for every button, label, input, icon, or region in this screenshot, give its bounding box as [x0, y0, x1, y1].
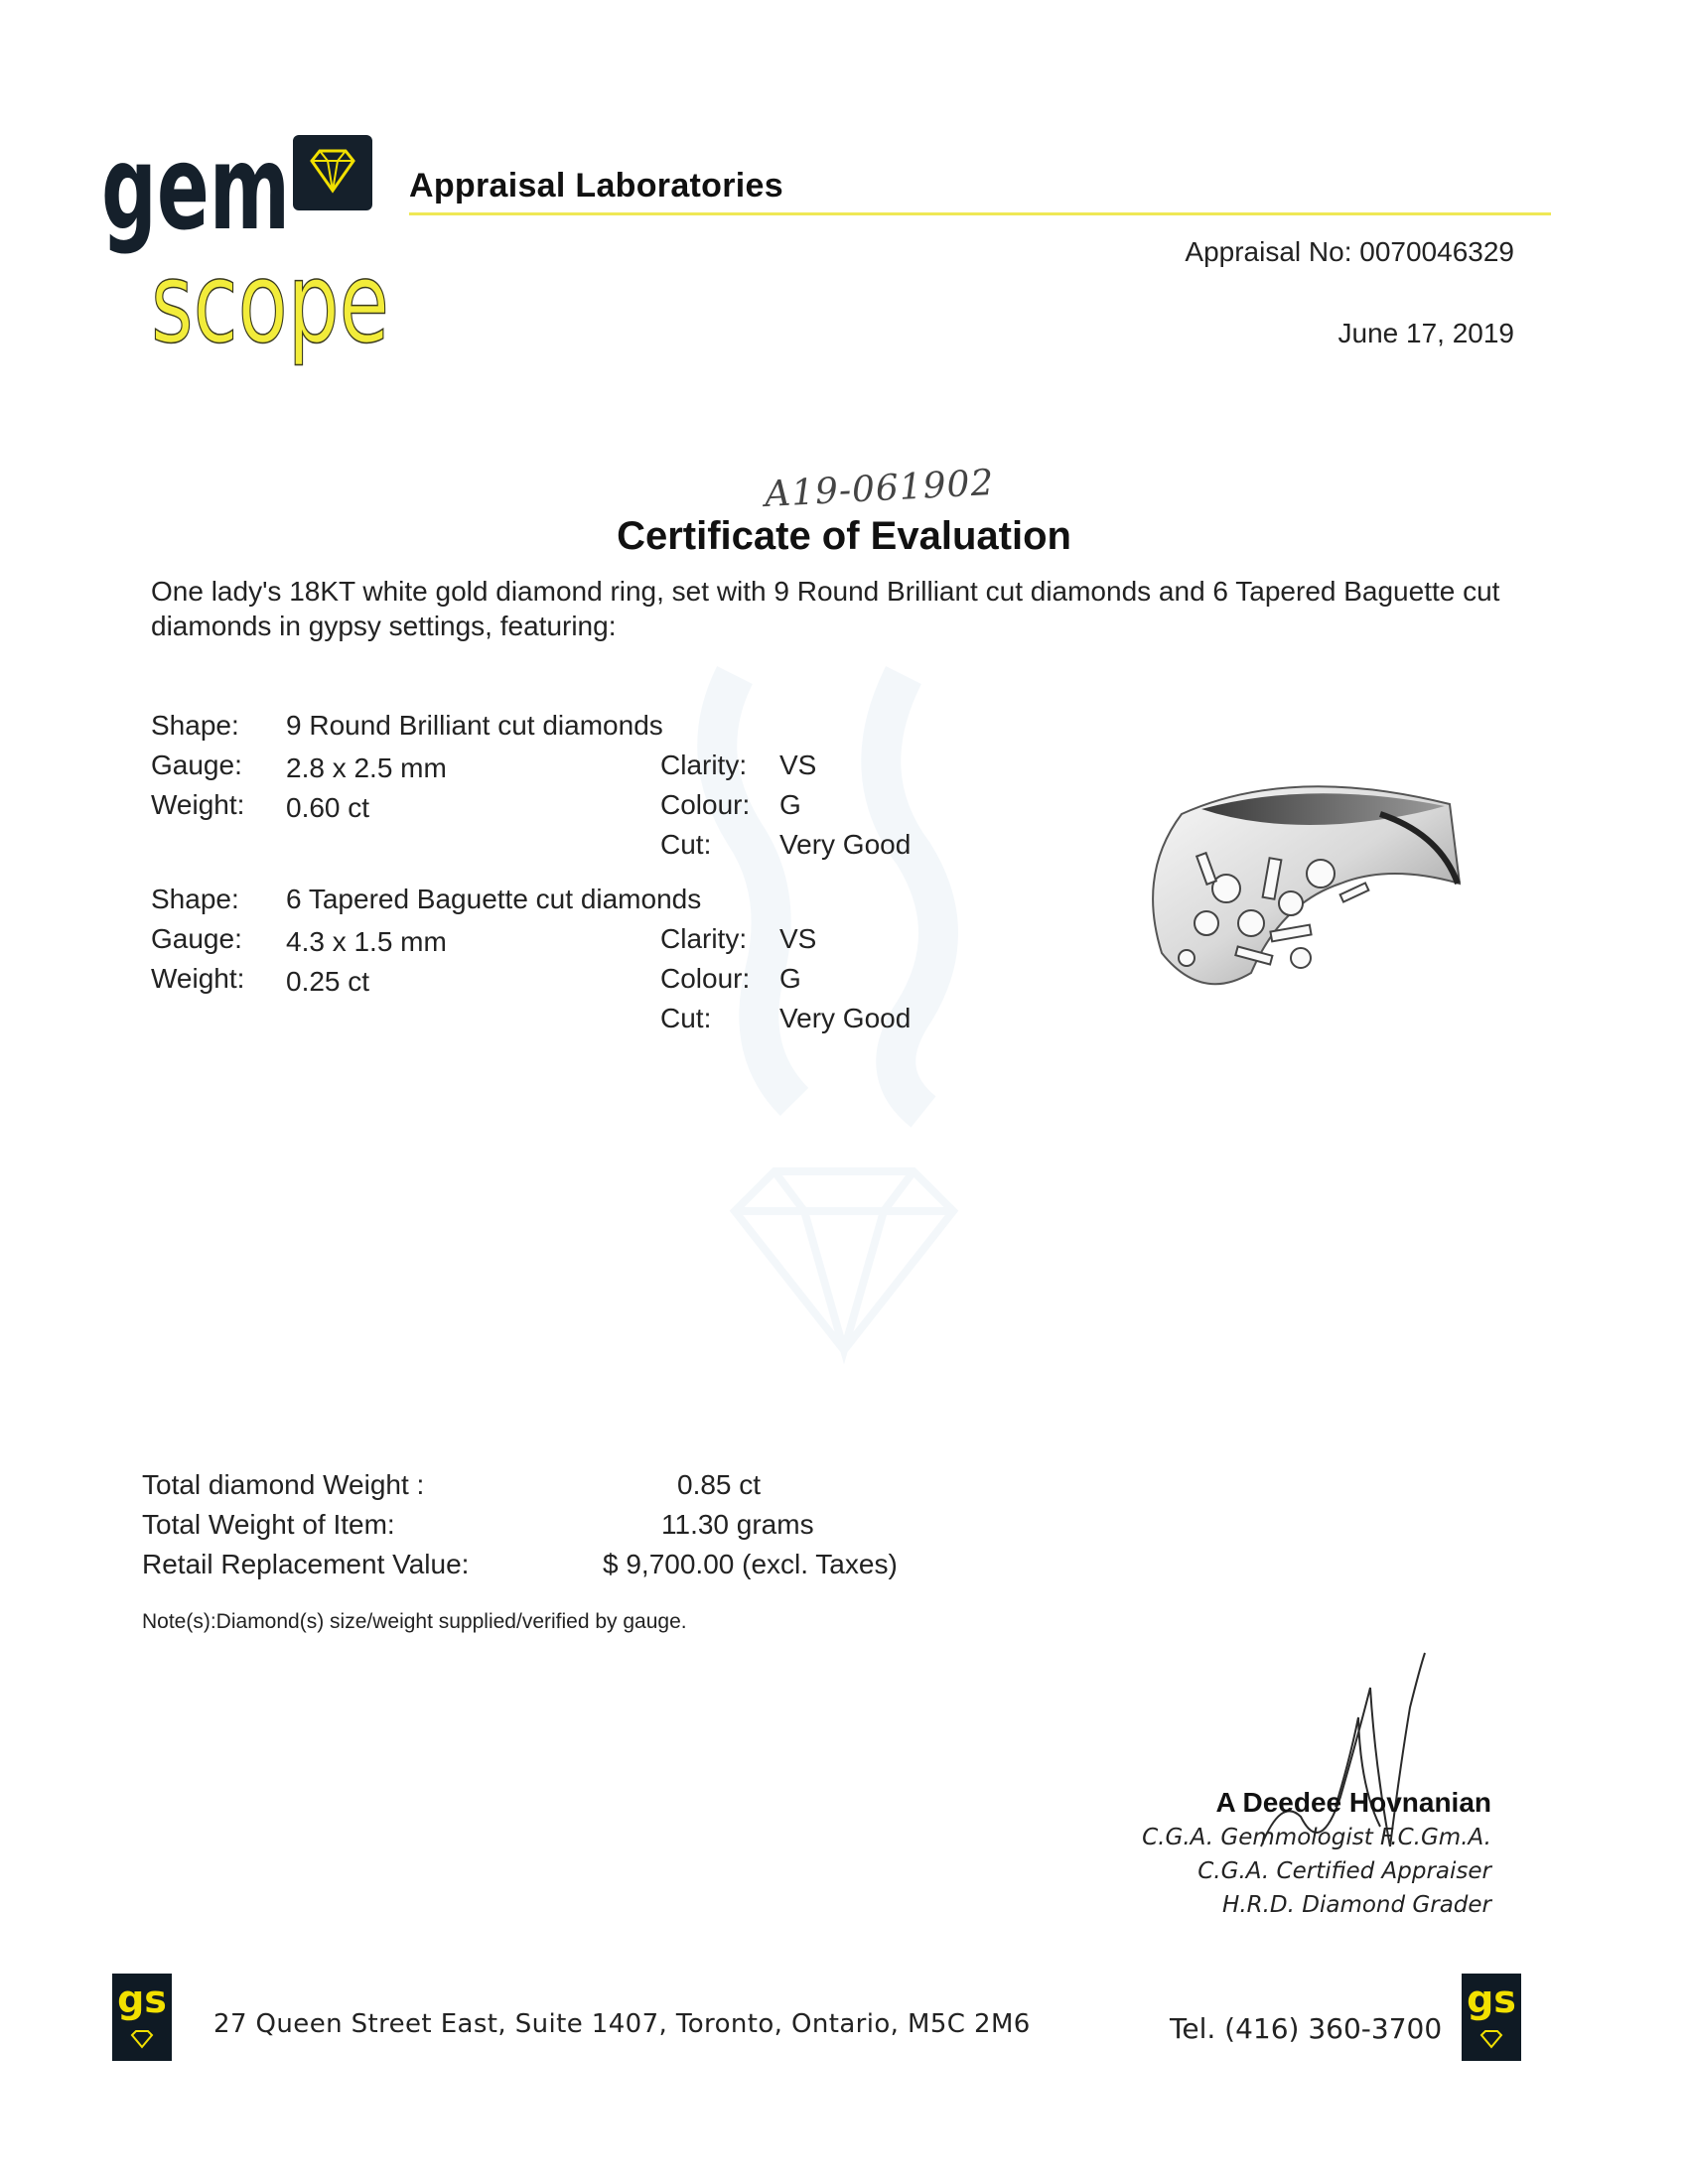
clarity-value: VS [779, 750, 817, 780]
cut-value: Very Good [779, 829, 912, 860]
gauge-label: Gauge: [151, 750, 242, 780]
diamond-icon [293, 135, 372, 210]
diamond-icon [1479, 2029, 1503, 2049]
weight-value: 0.60 ct [286, 792, 370, 823]
gauge-value: 4.3 x 1.5 mm [286, 926, 447, 957]
gs-logo-left [112, 1974, 172, 2061]
shape-label: Shape: [151, 710, 239, 741]
colour-value: G [779, 789, 801, 820]
colour-label: Colour: [660, 963, 751, 994]
note: Note(s):Diamond(s) size/weight supplied/verified by gauge. [142, 1610, 687, 1633]
footer-address: 27 Queen Street East, Suite 1407, Toronto, Ontario, M5C 2M6 [213, 2009, 1031, 2039]
appraisal-date: June 17, 2019 [1337, 318, 1514, 348]
shape-label: Shape: [151, 884, 239, 914]
credential-line: C.G.A. Gemmologist F.C.Gm.A. [1142, 1825, 1491, 1850]
gauge-label: Gauge: [151, 923, 242, 954]
replacement-value-label: Retail Replacement Value: [142, 1549, 470, 1579]
total-item-weight-value: 11.30 grams [661, 1509, 814, 1540]
certificate-title: Certificate of Evaluation [617, 514, 1071, 558]
signatory-name: A Deedee Hovnanian [1215, 1787, 1491, 1818]
handwritten-reference: A19-061902 [764, 462, 996, 516]
clarity-value: VS [779, 923, 817, 954]
weight-value: 0.25 ct [286, 966, 370, 997]
shape-value: 9 Round Brilliant cut diamonds [286, 710, 663, 741]
header-divider [409, 212, 1551, 215]
credential-line: H.R.D. Diamond Grader [1222, 1892, 1491, 1918]
gs-logo-text: gs [1467, 1978, 1516, 2021]
gemscope-logo [99, 121, 397, 369]
clarity-label: Clarity: [660, 750, 748, 780]
logo-word-scope: scope [151, 239, 389, 368]
appraisal-number: Appraisal No: 0070046329 [1185, 236, 1514, 267]
gs-logo-right [1462, 1974, 1521, 2061]
gauge-value: 2.8 x 2.5 mm [286, 752, 447, 783]
shape-value: 6 Tapered Baguette cut diamonds [286, 884, 702, 914]
total-item-weight-label: Total Weight of Item: [142, 1509, 395, 1540]
weight-label: Weight: [151, 963, 245, 994]
replacement-value: $ 9,700.00 (excl. Taxes) [603, 1549, 898, 1579]
weight-label: Weight: [151, 789, 245, 820]
lab-name: Appraisal Laboratories [409, 167, 783, 205]
cut-value: Very Good [779, 1003, 912, 1033]
total-diamond-weight-value: 0.85 ct [677, 1469, 762, 1500]
clarity-label: Clarity: [660, 923, 748, 954]
cut-label: Cut: [660, 1003, 712, 1033]
ring-photo [1142, 774, 1470, 1023]
colour-label: Colour: [660, 789, 751, 820]
cut-label: Cut: [660, 829, 712, 860]
total-diamond-weight-label: Total diamond Weight : [142, 1469, 425, 1500]
logo-word-gem: gem [101, 119, 290, 256]
colour-value: G [779, 963, 801, 994]
gs-logo-text: gs [117, 1978, 167, 2021]
footer-phone: Tel. (416) 360-3700 [1170, 2012, 1443, 2045]
item-description: One lady's 18KT white gold diamond ring, set with 9 Round Brilliant cut diamonds and 6 Tapered Baguette cut diamonds in gypsy settings, featuring: [151, 576, 1500, 641]
credential-line: C.G.A. Certified Appraiser [1197, 1858, 1491, 1884]
diamond-icon [130, 2029, 154, 2049]
